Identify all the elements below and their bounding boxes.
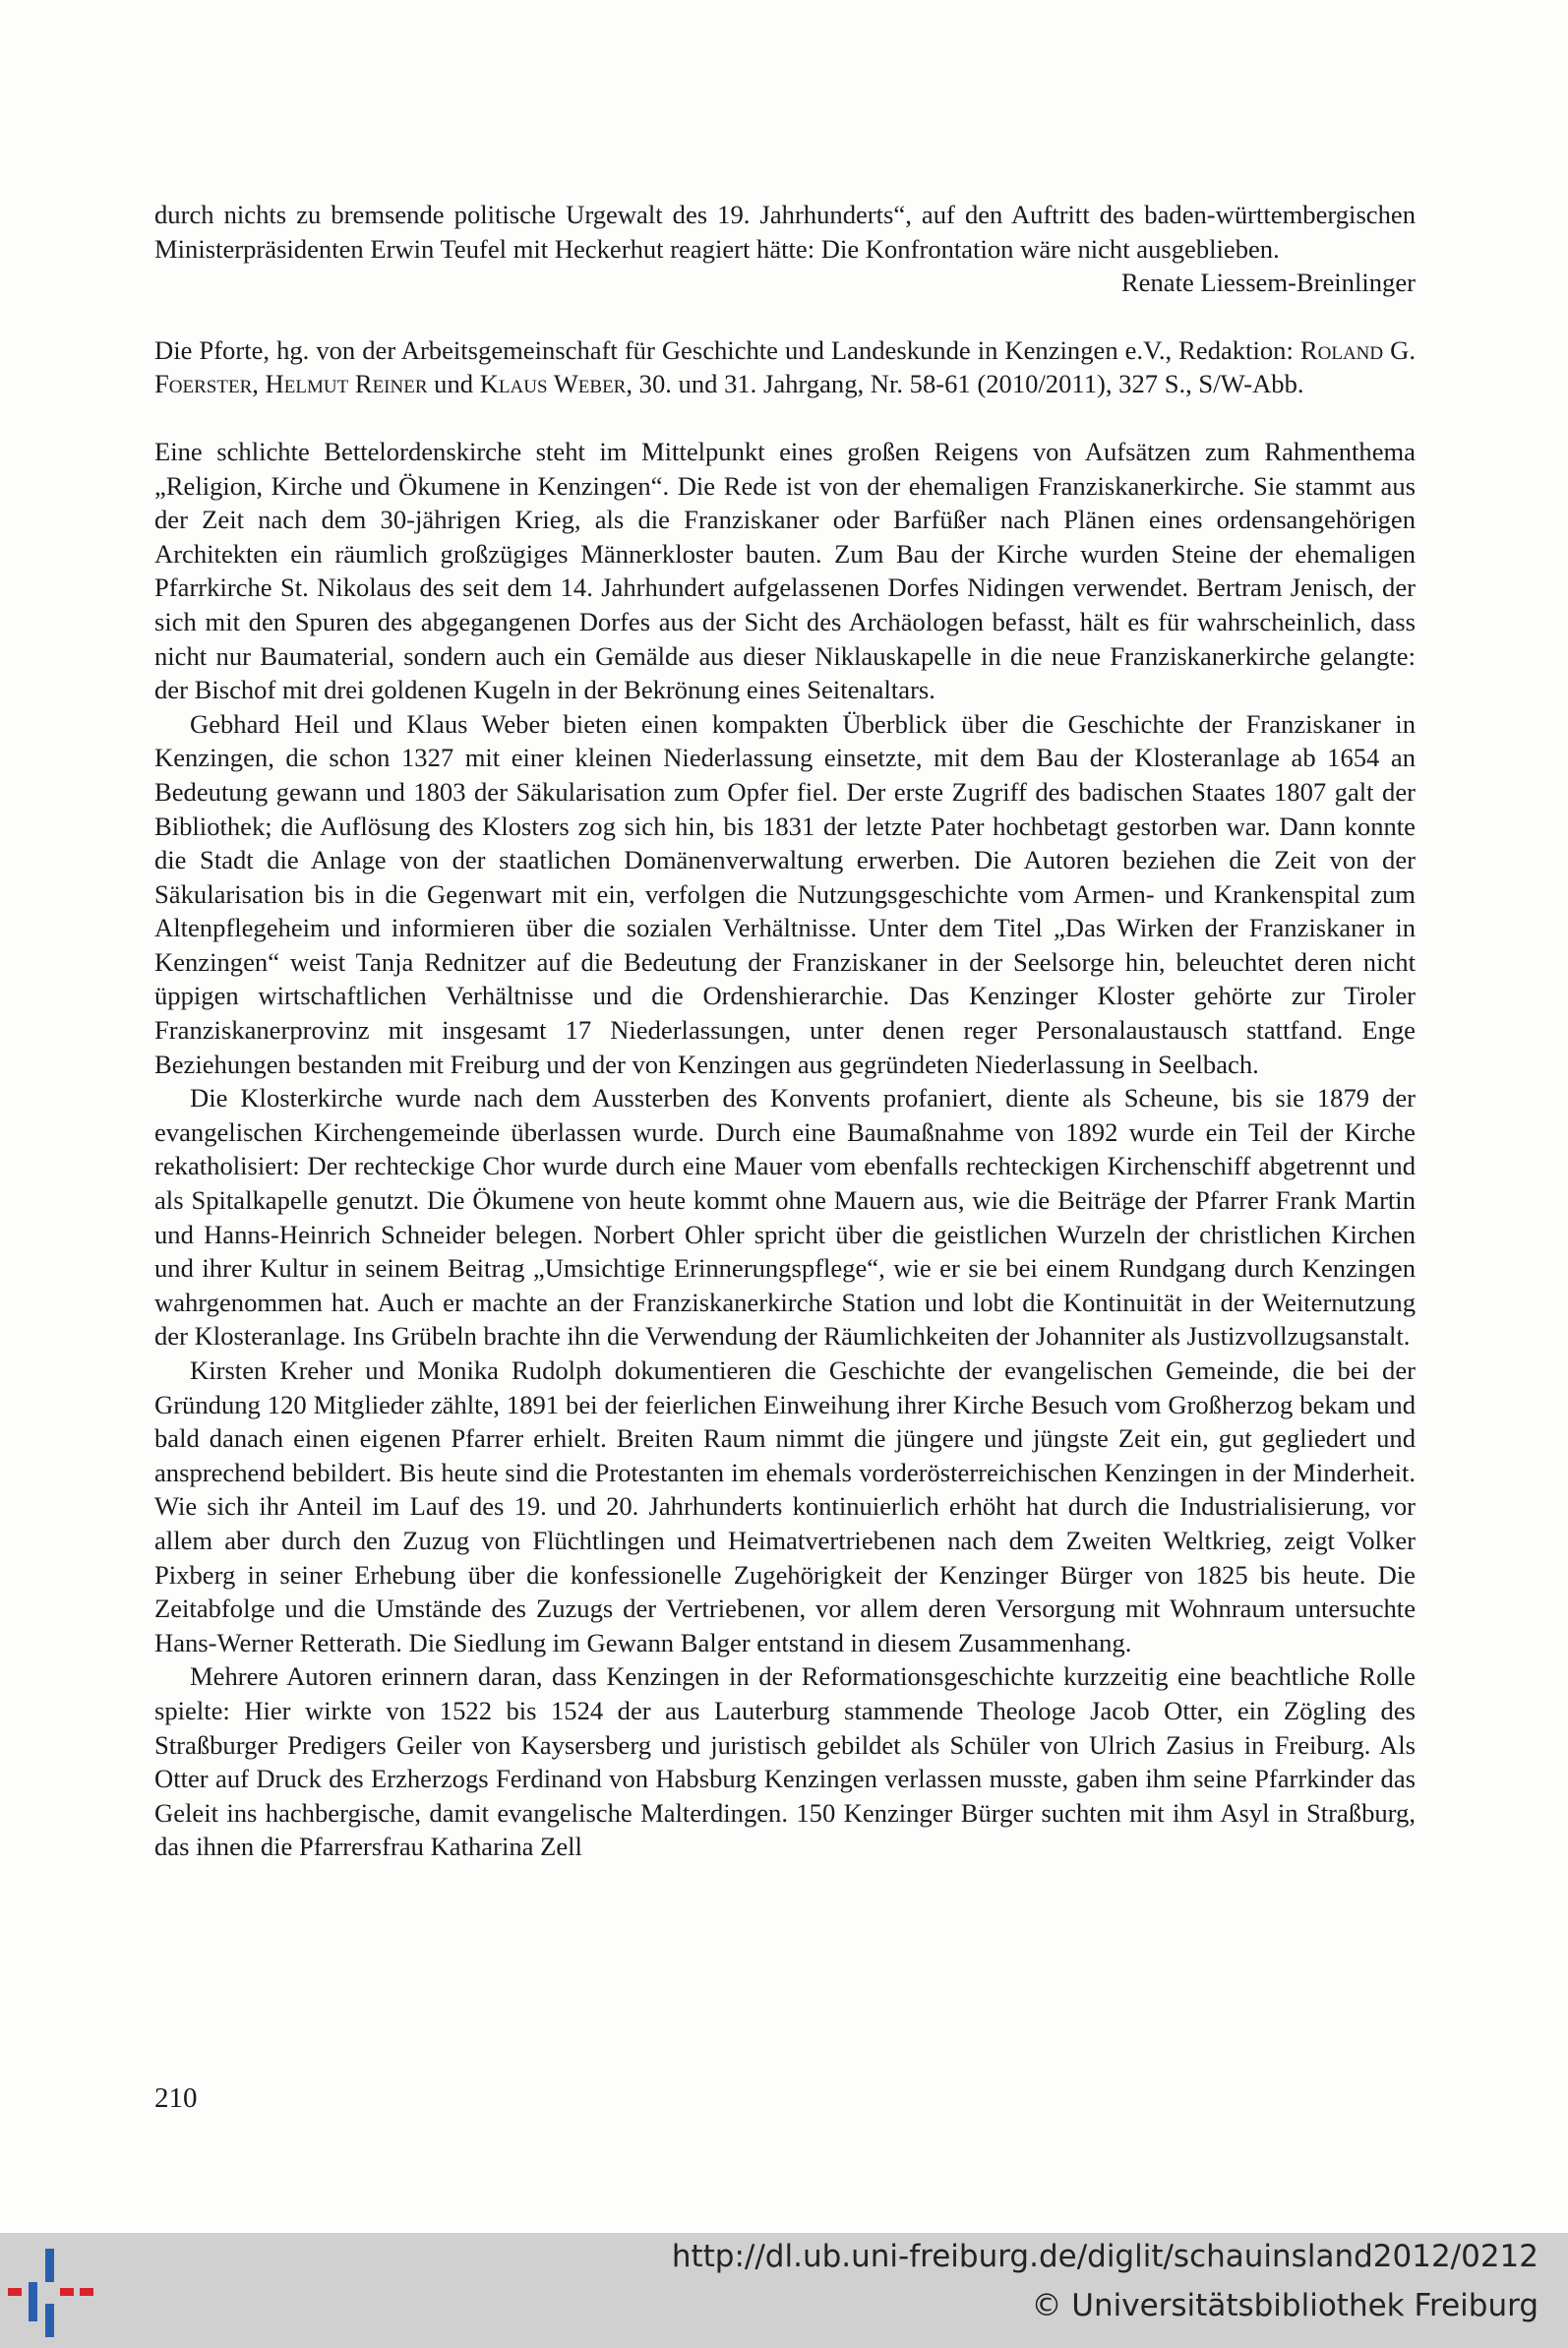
editor-name: Helmut Reiner	[265, 369, 428, 399]
review-heading-title: Die Pforte, hg. von der Arbeitsgemeinschaft für Geschichte und Landeskunde in Kenzingen e.V., Redaktion:	[154, 334, 1300, 365]
body-paragraph: Kirsten Kreher und Monika Rudolph dokumentieren die Geschichte der evangelischen Gemeinde, die bei der Gründung 120 Mitglieder zählte, 1891 bei der feierlichen Einweihung ihrer Kirche Besuch vom Großherzog bekam und bald danach einen eigenen Pfarrer erhielt. Breiten Raum nimmt die jüngere und jüngste Zeit ein, gut gegliedert und ansprechend bebildert. Bis heute sind die Protestanten im ehemals vorderösterreichischen Kenzingen in der Minderheit. Wie sich ihr Anteil im Lauf des 19. und 20. Jahrhunderts kontinuierlich erhöht hat durch die Industrialisierung, vor allem aber durch den Zuzug von Flüchtlingen und Heimatvertriebenen nach dem Zweiten Weltkrieg, zeigt Volker Pixberg in seiner Erhebung über die konfessionelle Zugehörigkeit der Kenzinger Bürger von 1825 bis heute. Die Zeitabfolge und die Umstände des Zuzugs der Vertriebenen, vor allem deren Versorgung mit Wohnraum untersuchte Hans-Werner Retterath. Die Siedlung im Gewann Balger entstand in diesem Zusammenhang.	[154, 1355, 1416, 1657]
copyright-text: © Universitätsbibliothek Freiburg	[1031, 2288, 1538, 2323]
body-paragraph: Die Klosterkirche wurde nach dem Aussterben des Konvents profaniert, diente als Scheune, bis sie 1879 der evangelischen Kirchengemeinde überlassen wurde. Durch eine Baumaßnahme von 1892 wurde ein Teil der Kirche rekatholisiert: Der rechteckige Chor wurde durch eine Mauer vom ebenfalls rechteckigen Kirchenschiff abgetrennt und als Spitalkapelle genutzt. Die Ökumene von heute kommt ohne Mauern aus, wie die Beiträge der Pfarrer Frank Martin und Hanns-Heinrich Schneider belegen. Norbert Ohler spricht über die geistlichen Wurzeln der christlichen Kirchen und ihrer Kultur in seinem Beitrag „Umsichtige Erinnerungspflege“, wie er sie bei einem Rundgang durch Kenzingen wahrgenommen hat. Auch er machte an der Franziskanerkirche Station und lobt die Kontinuität in der Weiternutzung der Klosteranlage. Ins Grübeln brachte ihn die Verwendung der Räumlichkeiten der Johanniter als Justizvollzugsanstalt.	[154, 1083, 1416, 1352]
body-paragraph: Eine schlichte Bettelordenskirche steht im Mittelpunkt eines großen Reigens von Aufsätzen zum Rahmenthema „Religion, Kirche und Ökumene in Kenzingen“. Die Rede ist von der ehemaligen Franziskanerkirche. Sie stammt aus der Zeit nach dem 30-jährigen Krieg, als die Franziskaner oder Barfüßer nach Plänen eines ordensangehörigen Architekten ein räumlich großzügiges Männerkloster bauten. Zum Bau der Kirche wurden Steine der ehemaligen Pfarrkirche St. Nikolaus des seit dem 14. Jahrhundert aufgelassenen Dorfes Nidingen verwendet. Bertram Jenisch, der sich mit den Spuren des abgegangenen Dorfes aus der Sicht des Archäologen befasst, hält es für wahrscheinlich, dass nicht nur Baumaterial, sondern auch ein Gemälde aus dieser Niklauskapelle in die neue Franziskanerkirche gelangte: der Bischof mit drei goldenen Kugeln in der Bekrönung eines Seitenaltars.	[154, 436, 1416, 705]
body-paragraph: Mehrere Autoren erinnern daran, dass Kenzingen in der Reformationsgeschichte kurzzeitig eine beachtliche Rolle spielte: Hier wirkte von 1522 bis 1524 der aus Lauterburg stammende Theologe Jacob Otter, ein Zögling des Straßburger Predigers Geiler von Kaysersberg und juristisch gebildet als Schüler von Ulrich Zasius in Freiburg. Als Otter auf Druck des Erzherzogs Ferdinand von Habsburg Kenzingen verlassen musste, gaben ihm seine Pfarrkinder das Geleit ins hachbergische, damit evangelische Malterdingen. 150 Kenzinger Bürger suchten mit ihm Asyl in Straßburg, das ihnen die Pfarrersfrau Katharina Zell	[154, 1661, 1416, 1862]
ub-freiburg-logo-icon	[6, 2249, 100, 2337]
separator: und	[427, 369, 480, 399]
article-text	[154, 198, 1416, 1864]
review-author: Renate Liessem-Breinlinger	[1120, 268, 1416, 298]
page-number: 210	[154, 2082, 198, 2114]
continuation-text: durch nichts zu bremsende politische Urgewalt des 19. Jahrhunderts“, auf den Auftritt des baden-württembergischen Ministerpräsidenten Erwin Teufel mit Heckerhut reagiert hätte: Die Konfrontation wäre nicht ausgeblieben.	[154, 200, 1416, 264]
body-paragraph: Gebhard Heil und Klaus Weber bieten einen kompakten Überblick über die Geschichte der Franziskaner in Kenzingen, die schon 1327 mit einer kleinen Niederlassung einsetzte, mit dem Bau der Klosteranlage ab 1654 an Bedeutung gewann und 1803 der Säkularisation zum Opfer fiel. Der erste Zugriff des badischen Staates 1807 galt der Bibliothek; die Auflösung des Klosters zog sich hin, bis 1831 der letzte Pater hochbetagt gestorben war. Dann konnte die Stadt die Anlage von der staatlichen Domänenverwaltung erwerben. Die Autoren beziehen die Zeit von der Säkularisation bis in die Gegenwart mit ein, verfolgen die Nutzungsgeschichte vom Armen- und Krankenspital zum Altenpflegeheim und informieren über die sozialen Verhältnisse. Unter dem Titel „Das Wirken der Franziskaner in Kenzingen“ weist Tanja Rednitzer auf die Bedeutung der Franziskaner in der Seelsorge hin, beleuchtet deren nicht üppigen wirtschaftlichen Verhältnisse und die Ordenshierarchie. Das Kenzinger Kloster gehörte zur Tiroler Franziskanerprovinz mit insgesamt 17 Niederlassungen, unter denen reger Personalaustausch stattfand. Enge Beziehungen bestanden mit Freiburg und der von Kenzingen aus gegründeten Niederlassung in Seelbach.	[154, 708, 1416, 1079]
permalink-link[interactable]: http://dl.ub.uni-freiburg.de/diglit/schauinsland2012/0212	[671, 2239, 1538, 2274]
separator: ,	[252, 369, 266, 399]
editor-name: Roland G. Foerster	[154, 334, 1416, 399]
editor-name: Klaus Weber	[479, 369, 627, 399]
continuation-paragraph	[154, 198, 1416, 300]
review-heading-details: , 30. und 31. Jahrgang, Nr. 58-61 (2010/2011), 327 S., S/W-Abb.	[626, 369, 1304, 399]
review-heading	[154, 333, 1416, 401]
